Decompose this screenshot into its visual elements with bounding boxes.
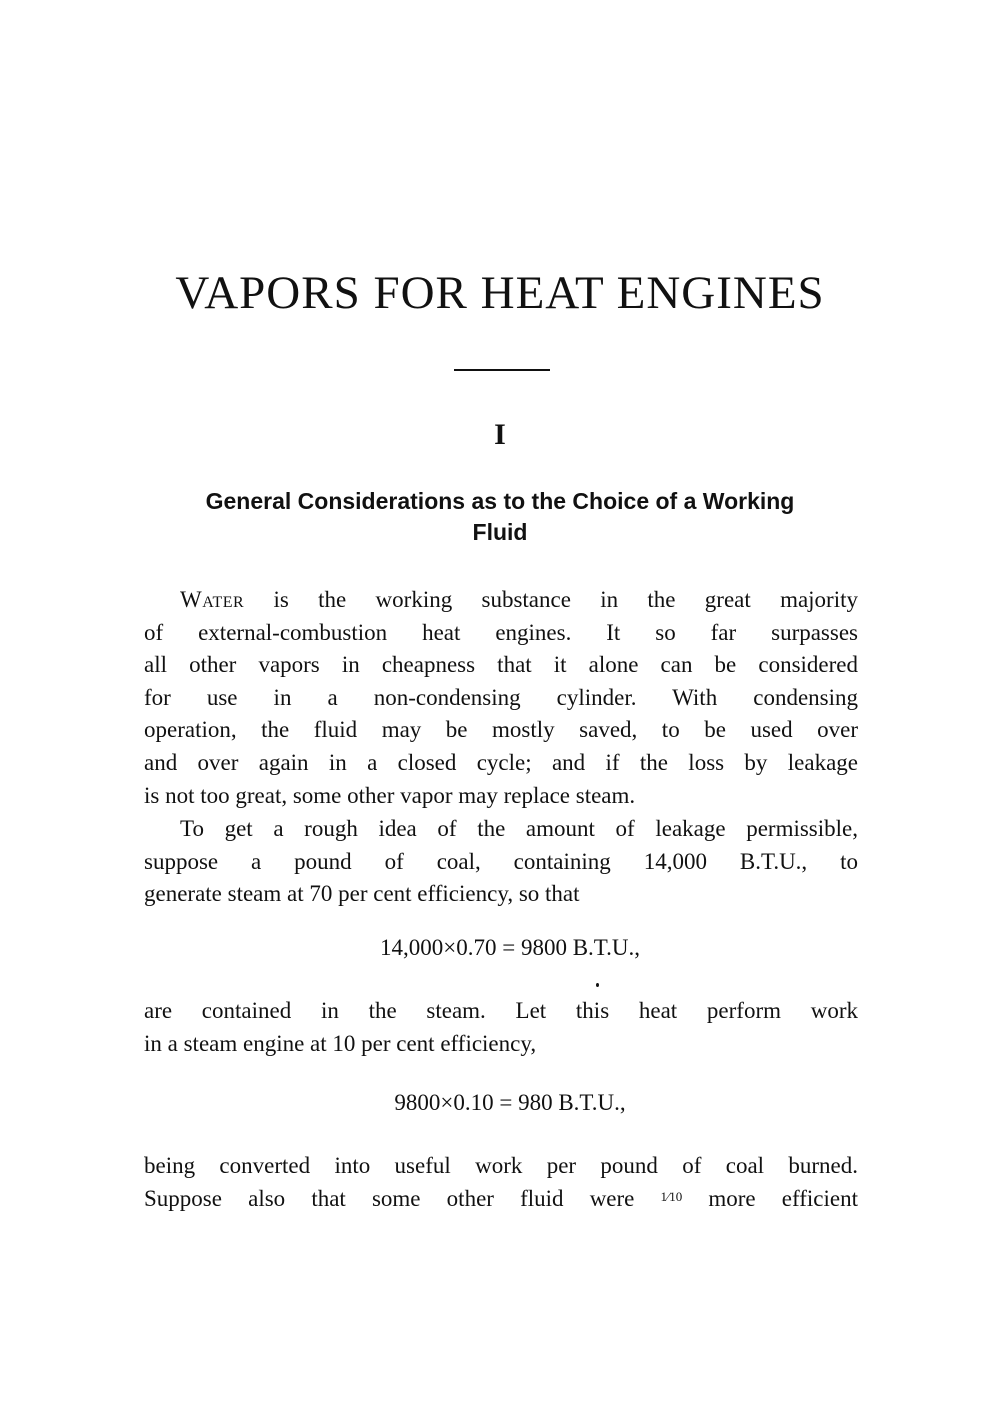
paragraph-line: and over again in a closed cycle; and if the loss by leakage <box>144 749 858 775</box>
chapter-heading-line: General Considerations as to the Choice of a Working <box>205 488 795 514</box>
equation-1: 14,000×0.70 = 9800 B.T.U., <box>380 935 640 960</box>
paragraph-line: generate steam at 70 per cent efficiency, so that <box>144 881 580 907</box>
print-dot-mark <box>596 983 599 987</box>
paragraph-line: of external-combustion heat engines. It so far surpasses <box>144 619 858 645</box>
chapter-number: I <box>494 418 506 451</box>
paragraph-1 <box>144 584 858 812</box>
chapter-heading <box>150 486 850 548</box>
paragraph-line: all other vapors in cheapness that it alone can be considered <box>144 652 858 678</box>
paragraph-line: are contained in the steam. Let this heat perform work <box>144 998 858 1023</box>
paragraph-line: To get a rough idea of the amount of leakage permissible, <box>180 816 858 841</box>
fraction: 1⁄10 <box>660 1188 683 1204</box>
lead-word: Water <box>180 587 245 612</box>
line-text: Suppose also that some other fluid were <box>144 1185 661 1211</box>
paragraph-3 <box>144 995 858 1060</box>
paragraph-4 <box>144 1150 858 1215</box>
paragraph-line: is not too great, some other vapor may replace steam. <box>144 782 636 808</box>
paragraph-line: in a steam engine at 10 per cent efficiency, <box>144 1030 537 1056</box>
paragraph-line: suppose a pound of coal, containing 14,000 B.T.U., to <box>144 848 858 874</box>
equation-2: 9800×0.10 = 980 B.T.U., <box>394 1090 626 1115</box>
chapter-heading-line: Fluid <box>472 519 528 545</box>
paragraph-line: being converted into useful work per pound of coal burned. <box>144 1153 858 1178</box>
page-title: VAPORS FOR HEAT ENGINES <box>175 267 825 319</box>
line-text: is the working substance in the great majority <box>244 587 858 612</box>
line-text: more efficient <box>682 1185 858 1211</box>
title-divider <box>454 369 550 371</box>
paragraph-line <box>144 584 858 617</box>
paragraph-2 <box>144 813 858 911</box>
paragraph-line <box>144 1183 858 1216</box>
paragraph-line: for use in a non-condensing cylinder. With condensing <box>144 684 858 710</box>
paragraph-line: operation, the fluid may be mostly saved, to be used over <box>144 717 858 743</box>
